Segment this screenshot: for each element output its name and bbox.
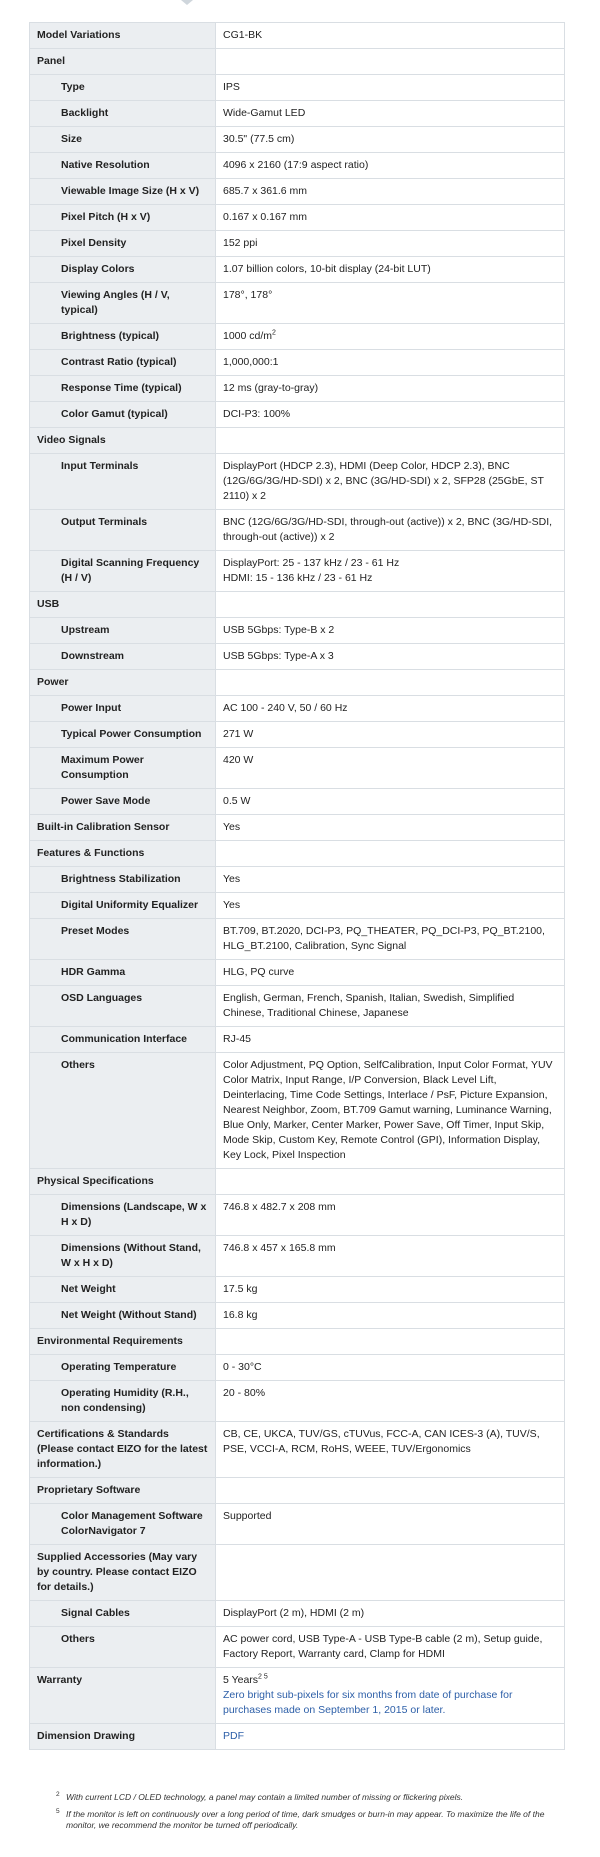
spec-label: Operating Humidity (R.H., non condensing) <box>30 1381 216 1422</box>
spec-label: Preset Modes <box>30 919 216 960</box>
spec-value <box>216 454 565 510</box>
spec-value-text: Yes <box>223 899 241 911</box>
spec-value-text: 0.5 W <box>223 795 251 807</box>
spec-value-text: 30.5" (77.5 cm) <box>223 133 295 145</box>
spec-value <box>216 618 565 644</box>
spec-value <box>216 841 565 867</box>
spec-row <box>30 257 565 283</box>
spec-value <box>216 257 565 283</box>
spec-value <box>216 1601 565 1627</box>
spec-label: Pixel Pitch (H x V) <box>30 205 216 231</box>
top-tab-indicator <box>181 0 193 5</box>
spec-value <box>216 49 565 75</box>
spec-value-text: 0.167 x 0.167 mm <box>223 211 308 223</box>
spec-row <box>30 454 565 510</box>
spec-row <box>30 551 565 592</box>
spec-row <box>30 815 565 841</box>
spec-value-text: 16.8 kg <box>223 1309 258 1321</box>
footnote-reference: 2 5 <box>258 1673 268 1681</box>
spec-label: Certifications & Standards (Please contact EIZO for the latest information.) <box>30 1422 216 1478</box>
spec-value <box>216 1303 565 1329</box>
spec-value-text: IPS <box>223 81 240 93</box>
spec-row <box>30 1169 565 1195</box>
spec-value <box>216 1668 565 1724</box>
spec-row <box>30 644 565 670</box>
spec-row <box>30 722 565 748</box>
spec-value <box>216 1627 565 1668</box>
spec-row <box>30 1627 565 1668</box>
spec-value-text: 178°, 178° <box>223 289 273 301</box>
spec-value-text: BNC (12G/6G/3G/HD-SDI, through-out (active)) x 2, BNC (3G/HD-SDI, through-out (active)) x 2 <box>223 516 553 543</box>
spec-row <box>30 748 565 789</box>
spec-row <box>30 1329 565 1355</box>
spec-value-text: DisplayPort (HDCP 2.3), HDMI (Deep Color, HDCP 2.3), BNC (12G/6G/3G/HD-SDI) x 2, BNC (3G/HD-SDI) x 2, SFP28 (25GbE, ST 2110) x 2 <box>223 460 544 502</box>
spec-value <box>216 1329 565 1355</box>
footnotes <box>56 1792 561 1837</box>
spec-value <box>216 127 565 153</box>
spec-row <box>30 696 565 722</box>
spec-row <box>30 1545 565 1601</box>
spec-row <box>30 23 565 49</box>
spec-label: Color Management Software ColorNavigator 7 <box>30 1504 216 1545</box>
spec-label: Net Weight (Without Stand) <box>30 1303 216 1329</box>
warranty-link[interactable]: Zero bright sub-pixels for six months from date of purchase for purchases made on September 1, 2015 or later. <box>223 1689 513 1716</box>
spec-label: Panel <box>30 49 216 75</box>
spec-row <box>30 1724 565 1750</box>
spec-table <box>29 22 565 1750</box>
spec-label: Supplied Accessories (May vary by country. Please contact EIZO for details.) <box>30 1545 216 1601</box>
spec-label: Built-in Calibration Sensor <box>30 815 216 841</box>
spec-label: Environmental Requirements <box>30 1329 216 1355</box>
spec-value <box>216 350 565 376</box>
spec-label: Pixel Density <box>30 231 216 257</box>
spec-row <box>30 428 565 454</box>
spec-row <box>30 618 565 644</box>
spec-value <box>216 231 565 257</box>
spec-value-text: 0 - 30°C <box>223 1361 262 1373</box>
spec-row <box>30 986 565 1027</box>
spec-row <box>30 789 565 815</box>
spec-label: Type <box>30 75 216 101</box>
spec-value-text: AC 100 - 240 V, 50 / 60 Hz <box>223 702 348 714</box>
spec-value <box>216 893 565 919</box>
spec-value <box>216 179 565 205</box>
spec-row <box>30 841 565 867</box>
spec-value-text: 420 W <box>223 754 254 766</box>
spec-value <box>216 205 565 231</box>
spec-value <box>216 1504 565 1545</box>
spec-label: Others <box>30 1627 216 1668</box>
spec-row <box>30 1303 565 1329</box>
spec-value <box>216 510 565 551</box>
spec-value-text: 1.07 billion colors, 10-bit display (24-bit LUT) <box>223 263 431 275</box>
spec-label: Contrast Ratio (typical) <box>30 350 216 376</box>
spec-row <box>30 1381 565 1422</box>
spec-value <box>216 670 565 696</box>
spec-row <box>30 127 565 153</box>
spec-label: Warranty <box>30 1668 216 1724</box>
spec-value <box>216 101 565 127</box>
spec-value <box>216 867 565 893</box>
spec-value <box>216 960 565 986</box>
spec-value <box>216 376 565 402</box>
spec-row <box>30 1601 565 1627</box>
spec-value <box>216 1422 565 1478</box>
spec-row <box>30 592 565 618</box>
spec-label: Digital Uniformity Equalizer <box>30 893 216 919</box>
spec-row <box>30 510 565 551</box>
spec-value <box>216 402 565 428</box>
spec-label: Color Gamut (typical) <box>30 402 216 428</box>
spec-label: Dimensions (Without Stand, W x H x D) <box>30 1236 216 1277</box>
spec-row <box>30 1027 565 1053</box>
pdf-link[interactable]: PDF <box>223 1730 244 1742</box>
spec-value <box>216 1027 565 1053</box>
spec-value <box>216 1236 565 1277</box>
spec-value-text: 1,000,000:1 <box>223 356 279 368</box>
spec-value-line: DisplayPort: 25 - 137 kHz / 23 - 61 Hz <box>223 557 400 569</box>
spec-row <box>30 1504 565 1545</box>
spec-label: Video Signals <box>30 428 216 454</box>
spec-label: Backlight <box>30 101 216 127</box>
spec-value-text: 746.8 x 482.7 x 208 mm <box>223 1201 336 1213</box>
spec-label: Others <box>30 1053 216 1169</box>
footnote <box>56 1809 561 1831</box>
spec-label: Operating Temperature <box>30 1355 216 1381</box>
spec-label: Proprietary Software <box>30 1478 216 1504</box>
spec-value <box>216 23 565 49</box>
spec-label: Upstream <box>30 618 216 644</box>
spec-value <box>216 1478 565 1504</box>
spec-row <box>30 670 565 696</box>
spec-row <box>30 867 565 893</box>
spec-value <box>216 1277 565 1303</box>
spec-value <box>216 1053 565 1169</box>
spec-value-text: 746.8 x 457 x 165.8 mm <box>223 1242 336 1254</box>
spec-label: Downstream <box>30 644 216 670</box>
spec-value-text: Yes <box>223 821 241 833</box>
spec-value-text: USB 5Gbps: Type-A x 3 <box>223 650 334 662</box>
spec-value <box>216 153 565 179</box>
spec-row <box>30 376 565 402</box>
footnote-mark: 2 <box>56 1791 60 1798</box>
spec-value <box>216 986 565 1027</box>
spec-value <box>216 1381 565 1422</box>
spec-label: Signal Cables <box>30 1601 216 1627</box>
spec-value-text: CG1-BK <box>223 29 263 41</box>
spec-value-text: BT.709, BT.2020, DCI-P3, PQ_THEATER, PQ_DCI-P3, PQ_BT.2100, HLG_BT.2100, Calibration, Sync Signal <box>223 925 545 952</box>
spec-value-text: DCI-P3: 100% <box>223 408 291 420</box>
spec-row <box>30 350 565 376</box>
spec-row <box>30 1478 565 1504</box>
spec-value-text: 12 ms (gray-to-gray) <box>223 382 319 394</box>
spec-value-text: 17.5 kg <box>223 1283 258 1295</box>
spec-row <box>30 1422 565 1478</box>
spec-label: Power <box>30 670 216 696</box>
spec-value-text: 271 W <box>223 728 254 740</box>
spec-label: Model Variations <box>30 23 216 49</box>
spec-label: Power Save Mode <box>30 789 216 815</box>
spec-value <box>216 551 565 592</box>
spec-value <box>216 1195 565 1236</box>
spec-label: Typical Power Consumption <box>30 722 216 748</box>
spec-value-text: Supported <box>223 1510 272 1522</box>
spec-value-text: Color Adjustment, PQ Option, SelfCalibration, Input Color Format, YUV Color Matrix, Input Range, I/P Conversion, Black Level Lift, Deinterlacing, Time Code Settings, Interlace / PsF, Picture Expansion, Nearest Neighbor, Zoom, BT.709 Gamut warning, Luminance Warning, Blue Only, Marker, Center Marker, Power Save, Off Timer, Input Skip, Mode Skip, Custom Key, Remote Control (GPI), Information Display, Key Lock, Pixel Inspection <box>223 1059 553 1161</box>
spec-value-text: Yes <box>223 873 241 885</box>
spec-label: Size <box>30 127 216 153</box>
spec-row <box>30 101 565 127</box>
spec-value <box>216 592 565 618</box>
spec-value-text: AC power cord, USB Type-A - USB Type-B cable (2 m), Setup guide, Factory Report, Warranty card, Clamp for HDMI <box>223 1633 543 1660</box>
spec-row <box>30 75 565 101</box>
spec-row <box>30 1236 565 1277</box>
spec-row <box>30 283 565 324</box>
spec-value <box>216 1545 565 1601</box>
spec-label: Physical Specifications <box>30 1169 216 1195</box>
spec-value-text: Wide-Gamut LED <box>223 107 306 119</box>
spec-label: Brightness (typical) <box>30 324 216 350</box>
spec-value-text: HLG, PQ curve <box>223 966 295 978</box>
spec-label: Brightness Stabilization <box>30 867 216 893</box>
spec-row <box>30 1355 565 1381</box>
spec-label: Features & Functions <box>30 841 216 867</box>
spec-row <box>30 179 565 205</box>
footnote <box>56 1792 561 1803</box>
spec-label: HDR Gamma <box>30 960 216 986</box>
spec-value <box>216 722 565 748</box>
spec-row <box>30 402 565 428</box>
spec-value-text: RJ-45 <box>223 1033 252 1045</box>
spec-value <box>216 1724 565 1750</box>
spec-label: Net Weight <box>30 1277 216 1303</box>
footnote-text: If the monitor is left on continuously over a long period of time, dark smudges or burn-in may appear. To maximize the life of the monitor, we recommend the monitor be turned off periodically. <box>66 1809 545 1830</box>
spec-label: Viewable Image Size (H x V) <box>30 179 216 205</box>
spec-value <box>216 919 565 960</box>
spec-row <box>30 205 565 231</box>
spec-value-text: 20 - 80% <box>223 1387 266 1399</box>
spec-value-text: DisplayPort (2 m), HDMI (2 m) <box>223 1607 365 1619</box>
spec-label: Power Input <box>30 696 216 722</box>
spec-label: Display Colors <box>30 257 216 283</box>
footnote-mark: 5 <box>56 1808 60 1815</box>
spec-label: Communication Interface <box>30 1027 216 1053</box>
spec-row <box>30 919 565 960</box>
spec-label: OSD Languages <box>30 986 216 1027</box>
spec-row <box>30 153 565 179</box>
spec-row <box>30 1195 565 1236</box>
spec-value <box>216 1169 565 1195</box>
spec-label: USB <box>30 592 216 618</box>
spec-row <box>30 1053 565 1169</box>
spec-value <box>216 75 565 101</box>
spec-row <box>30 1277 565 1303</box>
spec-label: Response Time (typical) <box>30 376 216 402</box>
spec-row <box>30 231 565 257</box>
spec-label: Native Resolution <box>30 153 216 179</box>
spec-label: Maximum Power Consumption <box>30 748 216 789</box>
spec-value <box>216 789 565 815</box>
spec-value <box>216 696 565 722</box>
spec-row <box>30 1668 565 1724</box>
spec-value <box>216 1355 565 1381</box>
spec-value-text: 4096 x 2160 (17:9 aspect ratio) <box>223 159 369 171</box>
spec-value-line: HDMI: 15 - 136 kHz / 23 - 61 Hz <box>223 572 373 584</box>
spec-row <box>30 960 565 986</box>
spec-value-text: USB 5Gbps: Type-B x 2 <box>223 624 335 636</box>
spec-value-text: CB, CE, UKCA, TUV/GS, cTUVus, FCC-A, CAN ICES-3 (A), TUV/S, PSE, VCCI-A, RCM, RoHS, WEEE, TUV/Ergonomics <box>223 1428 540 1455</box>
spec-value-text: 685.7 x 361.6 mm <box>223 185 308 197</box>
spec-value <box>216 324 565 350</box>
spec-value-text: 1000 cd/m <box>223 330 273 342</box>
spec-label: Output Terminals <box>30 510 216 551</box>
spec-label: Input Terminals <box>30 454 216 510</box>
spec-value <box>216 283 565 324</box>
spec-value-text: 5 Years <box>223 1674 259 1686</box>
spec-value-text: 152 ppi <box>223 237 258 249</box>
spec-value <box>216 644 565 670</box>
spec-value <box>216 428 565 454</box>
spec-row <box>30 49 565 75</box>
spec-label: Dimension Drawing <box>30 1724 216 1750</box>
footnote-text: With current LCD / OLED technology, a panel may contain a limited number of missing or flickering pixels. <box>66 1792 464 1802</box>
spec-row <box>30 893 565 919</box>
spec-row <box>30 324 565 350</box>
spec-value <box>216 748 565 789</box>
spec-label: Dimensions (Landscape, W x H x D) <box>30 1195 216 1236</box>
spec-value-text: English, German, French, Spanish, Italian, Swedish, Simplified Chinese, Traditional Chinese, Japanese <box>223 992 515 1019</box>
spec-label: Digital Scanning Frequency (H / V) <box>30 551 216 592</box>
footnote-reference: 2 <box>272 329 276 337</box>
spec-label: Viewing Angles (H / V, typical) <box>30 283 216 324</box>
spec-value <box>216 815 565 841</box>
